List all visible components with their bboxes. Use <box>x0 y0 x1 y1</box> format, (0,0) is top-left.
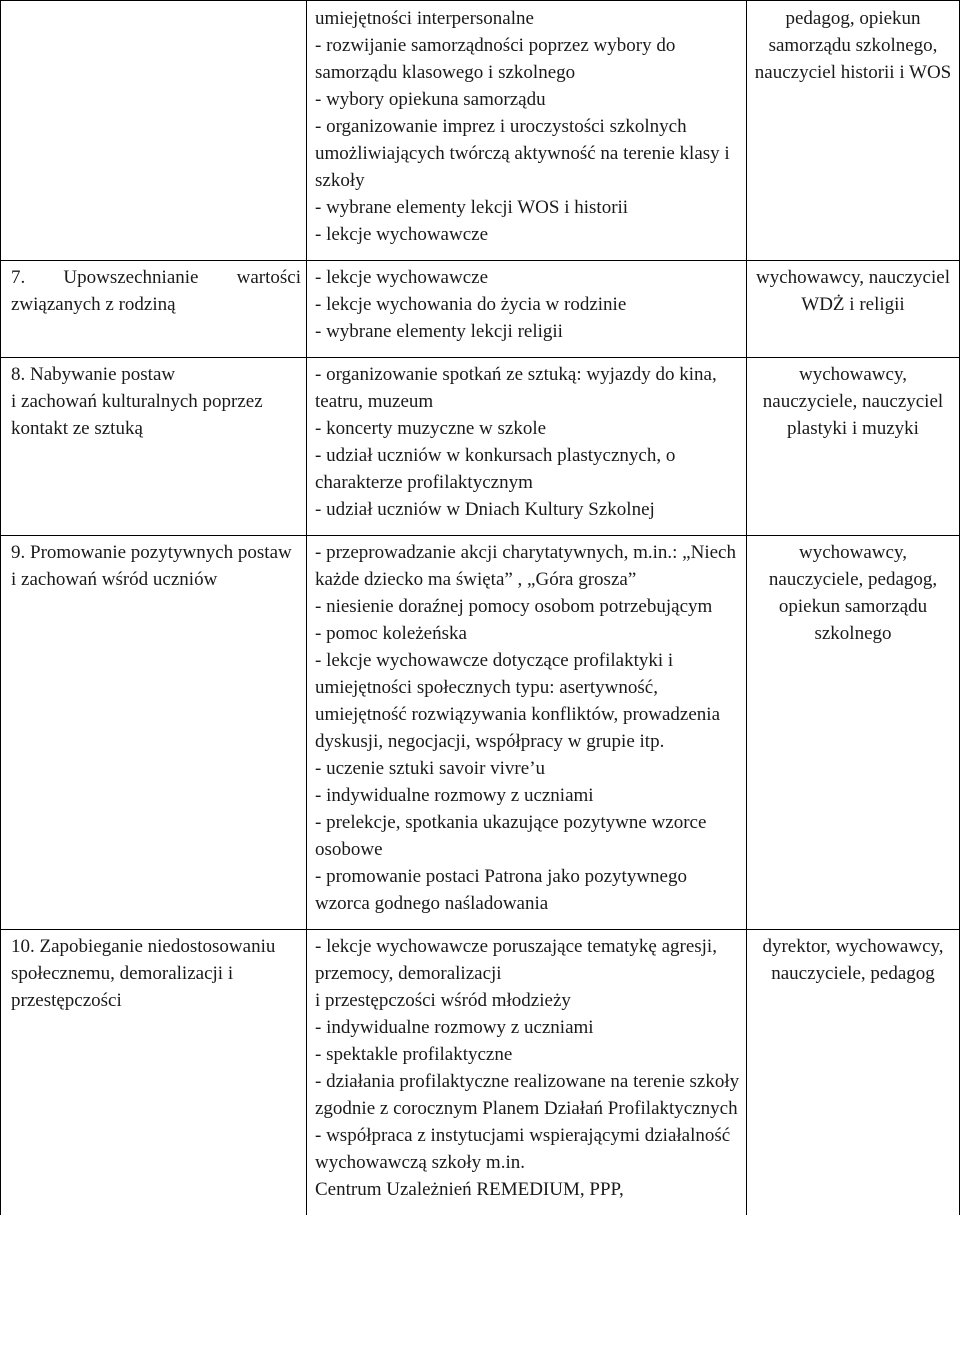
forms-cell: - przeprowadzanie akcji charytatywnych, m.in.: „Niech każde dziecko ma święta” , „Góra grosza” - niesienie doraźnej pomocy osobom potrzebującym - pomoc koleżeńska - lekcje wychowawcze dotyczące profilaktyki i umiejętności społecznych typu: asertywność, umiejętność rozwiązywania konfliktów, prowadzenia dyskusji, negocjacji, współpracy w grupie itp. - uczenie sztuki savoir vivre’u - indywidualne rozmowy z uczniami - prelekcje, spotkania ukazujące pozytywne wzorce osobowe - promowanie postaci Patrona jako pozytywnego wzorca godnego naśladowania <box>307 536 747 930</box>
forms-cell: - lekcje wychowawcze - lekcje wychowania do życia w rodzinie - wybrane elementy lekcji religii <box>307 261 747 358</box>
goal-cell: 10. Zapobieganie niedostosowaniu społecznemu, demoralizacji i przestępczości <box>1 930 307 1216</box>
responsible-cell: wychowawcy, nauczyciele, nauczyciel plastyki i muzyki <box>747 358 960 536</box>
responsible-cell: pedagog, opiekun samorządu szkolnego, nauczyciel historii i WOS <box>747 1 960 261</box>
table-row <box>1 930 960 1216</box>
goal-cell: 8. Nabywanie postaw i zachowań kulturalnych poprzez kontakt ze sztuką <box>1 358 307 536</box>
goal-cell <box>1 1 307 261</box>
table-row <box>1 536 960 930</box>
forms-cell: umiejętności interpersonalne - rozwijanie samorządności poprzez wybory do samorządu klasowego i szkolnego - wybory opiekuna samorządu - organizowanie imprez i uroczystości szkolnych umożliwiających twórczą aktywność na terenie klasy i szkoły - wybrane elementy lekcji WOS i historii - lekcje wychowawcze <box>307 1 747 261</box>
table-row <box>1 1 960 261</box>
responsible-cell: dyrektor, wychowawcy, nauczyciele, pedagog <box>747 930 960 1216</box>
goal-cell: 7. Upowszechnianie wartości związanych z rodziną <box>1 261 307 358</box>
forms-cell: - lekcje wychowawcze poruszające tematykę agresji, przemocy, demoralizacji i przestępczości wśród młodzieży - indywidualne rozmowy z uczniami - spektakle profilaktyczne - działania profilaktyczne realizowane na terenie szkoły zgodnie z corocznym Planem Działań Profilaktycznych - współpraca z instytucjami wspierającymi działalność wychowawczą szkoły m.in. Centrum Uzależnień REMEDIUM, PPP, <box>307 930 747 1216</box>
responsible-cell: wychowawcy, nauczyciele, pedagog, opiekun samorządu szkolnego <box>747 536 960 930</box>
forms-cell: - organizowanie spotkań ze sztuką: wyjazdy do kina, teatru, muzeum - koncerty muzyczne w szkole - udział uczniów w konkursach plastycznych, o charakterze profilaktycznym - udział uczniów w Dniach Kultury Szkolnej <box>307 358 747 536</box>
table-row <box>1 358 960 536</box>
responsible-cell: wychowawcy, nauczyciel WDŻ i religii <box>747 261 960 358</box>
table-row <box>1 261 960 358</box>
goal-cell: 9. Promowanie pozytywnych postaw i zachowań wśród uczniów <box>1 536 307 930</box>
